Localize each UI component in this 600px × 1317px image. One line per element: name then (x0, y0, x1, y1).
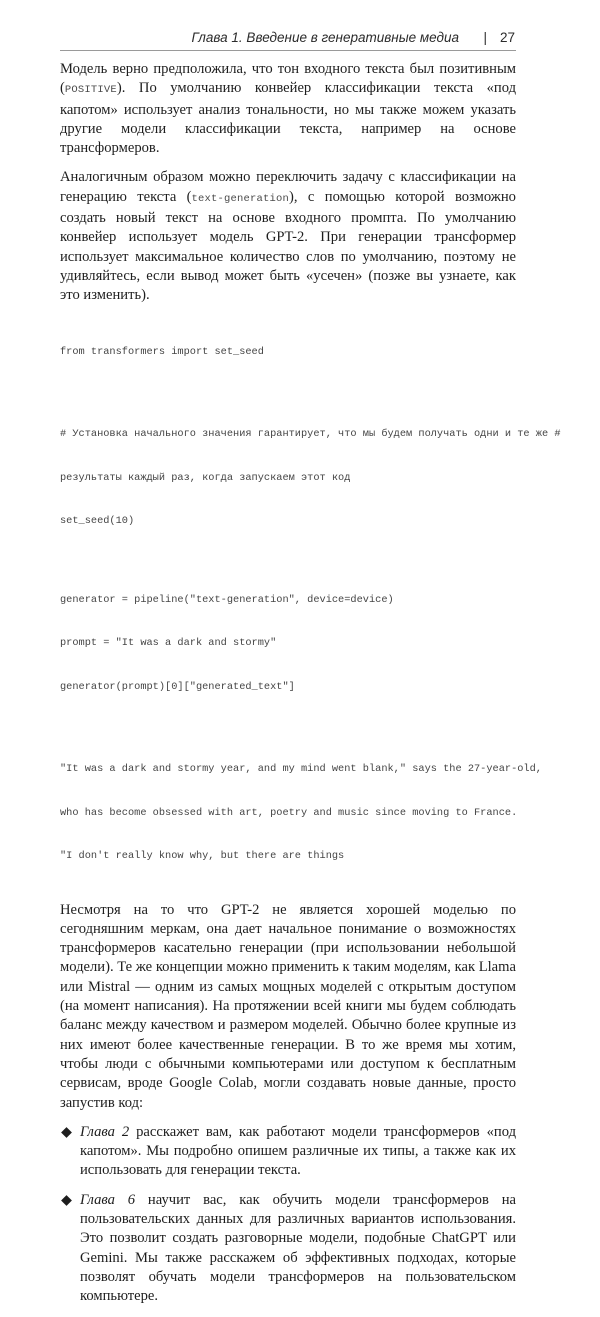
inline-code-positive: POSITIVE (64, 84, 117, 97)
page-number: 27 (499, 30, 515, 45)
running-header (0, 30, 515, 52)
paragraph-1-text-a: Модель верно предположила, что тон входного текста был позитивным ( (60, 61, 516, 97)
header-rule (60, 50, 516, 51)
code-block-output (60, 733, 542, 893)
code-line: from transformers import set_seed (60, 345, 264, 358)
paragraph-2 (60, 168, 516, 305)
paragraph-2-text-a: Аналогичным образом можно переключить задачу с классификации на генерацию текста ( (60, 169, 516, 205)
code-block-input (60, 316, 561, 724)
chapter-title: Глава 1. Введение в генеративные медиа (191, 30, 459, 45)
paragraph-1 (60, 60, 516, 158)
bullet-chapter-ref: Глава 6 (80, 1191, 136, 1208)
output-line: "It was a dark and stormy year, and my mind went blank," says the 27-year-old, (60, 763, 542, 776)
header-separator: | (483, 30, 487, 45)
output-line: who has become obsessed with art, poetry and music since moving to France. (60, 806, 518, 819)
code-line: generator(prompt)[0]["generated_text"] (60, 680, 295, 693)
bullet-text: расскажет вам, как работают модели трансформеров «под капотом». Мы подробно опишем различные их типы, а также как их использовать для генерации текста. (80, 1123, 517, 1179)
diamond-bullet-icon (61, 1127, 72, 1138)
inline-code-text-generation: text-generation (191, 192, 290, 205)
code-line: generator = pipeline("text-generation", device=device) (60, 593, 394, 606)
output-line: "I don't really know why, but there are things (60, 850, 345, 863)
list-item (60, 1191, 516, 1307)
chapter-bullet-list (60, 1123, 516, 1307)
paragraph-2-text-b: ), с помощью которой возможно создать новый текст на основе входного промпта. По умолчанию конвейер использует модель GPT-2. При генерации трансформер использует максимальное количество слов по умолчанию, поэтому не удивляйтесь, если вывод может быть «усечен» (позже вы узнаете, как это изменить). (60, 188, 516, 304)
bullet-text: научит вас, как обучить модели трансформеров на пользовательских данных для различных вариантов использования. Это позволит создать разговорные модели, подобные ChatGPT или Gemini. Мы также расскажем об эффективных подходах, которые позволят обучать модели трансформеров на пользовательском компьютере. (80, 1191, 516, 1305)
code-comment-line: результаты каждый раз, когда запускаем этот код (60, 471, 351, 484)
diamond-bullet-icon (61, 1195, 72, 1206)
code-comment-line: # Установка начального значения гарантирует, что мы будем получать одни и те же # (60, 428, 561, 441)
code-line: prompt = "It was a dark and stormy" (60, 637, 277, 650)
list-item (60, 1123, 516, 1181)
paragraph-3: Несмотря на то что GPT-2 не является хорошей моделью по сегодняшним меркам, она дает начальное понимание о возможностях трансформеров касательно генерации (при использовании небольшой модели). Те же концепции можно применить к таким моделям, как Llama или Mistral — одним из самых мощных моделей с открытым доступом (на момент написания). На протяжении всей книги мы будем соблюдать баланс между качеством и размером моделей. Обычно более крупные из них имеют более качественные генерации. В то же время мы хотим, чтобы люди с обычными компьютерами или доступом к бесплатным сервисам, вроде Google Colab, могли создавать новые данные, просто запустив код: (60, 901, 516, 1111)
code-line: set_seed(10) (60, 515, 135, 528)
bullet-chapter-ref: Глава 2 (80, 1123, 130, 1140)
paragraph-1-text-b: ). По умолчанию конвейер классификации текста «под капотом» использует анализ тональности, но мы также можем указать другие модели классификации текста, например на основе трансформеров. (60, 80, 516, 157)
page-body (60, 60, 561, 1317)
